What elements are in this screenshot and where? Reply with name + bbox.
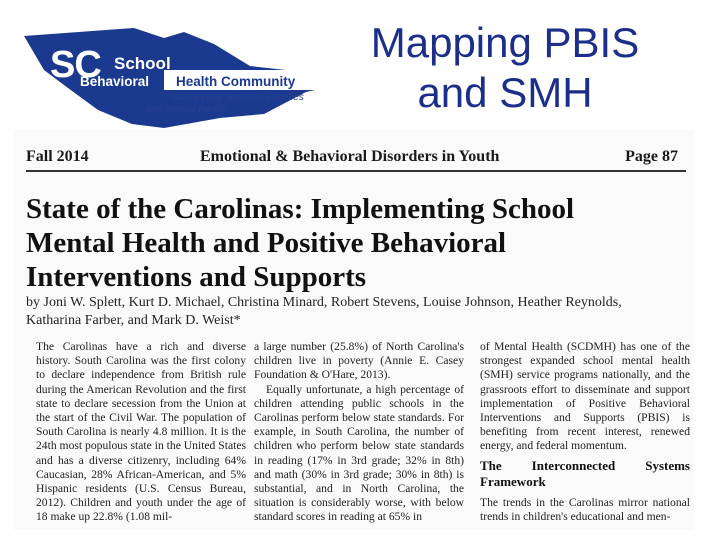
header-issue: Fall 2014 bbox=[26, 148, 89, 165]
logo-tagline-1: Connecting Schools, Families bbox=[172, 92, 304, 103]
section-subheading: The Interconnected Systems Framework bbox=[480, 457, 690, 489]
sc-school-behavioral-health-logo bbox=[14, 14, 334, 132]
body-column-3 bbox=[480, 340, 690, 524]
article-title: State of the Carolinas: Implementing School Mental Health and Positive Behavioral Interventions and Supports bbox=[26, 193, 575, 293]
col3-paragraph-1: of Mental Health (SCDMH) has one of the strongest expanded school mental health (SMH) service programs nationally, and the grassroots effort to disseminate and support implementation of Positive Behavioral Interventions and Supports (PBIS) is benefiting from recent interest, renewed energy, and federal momentum. bbox=[480, 340, 690, 453]
header-page-number: Page 87 bbox=[625, 148, 678, 165]
col1-paragraph: The Carolinas have a rich and diverse history. South Carolina was the first colony to declare independence from British rule during the American Revolution and the first state to declare secession from the Union at the start of the Civil War. The population of South Carolina is nearly 4.8 million. It is the 24th most populous state in the United States and has a diverse citizenry, including 64% Caucasian, 28% African-American, and 5% Hispanic residents (U.S. Census Bureau, 2012). Children and youth under the age of 18 make up 22.8% (1.08 mil- bbox=[36, 340, 246, 524]
header-rule bbox=[26, 170, 686, 172]
header-journal-section: Emotional & Behavioral Disorders in Youth bbox=[200, 148, 500, 165]
slide-title-line-1: Mapping PBIS bbox=[370, 19, 640, 66]
col3-paragraph-2: The trends in the Carolinas mirror national trends in children's educational and men- bbox=[480, 495, 690, 523]
logo-health-community-text: Health Community bbox=[176, 74, 296, 89]
col2-paragraph-2: Equally unfortunate, a high percentage of children attending public schools in the Carolinas perform below state standards. For example, in South Carolina, the number of children who perform below state standards in reading (17% in 3rd grade; 32% in 8th) and math (30% in 3rd grade; 30% in 8th) is substantial, and in North Carolina, the situation is considerably worse, with below standard scores in reading at 65% in bbox=[254, 382, 464, 524]
logo-tagline-2: and Mental Health bbox=[146, 104, 228, 115]
page-header bbox=[26, 148, 686, 168]
body-column-2 bbox=[254, 340, 464, 525]
body-column-1 bbox=[36, 340, 246, 525]
slide-title-line-2: and SMH bbox=[417, 69, 593, 116]
logo-school-text: School bbox=[114, 54, 171, 73]
logo-behavioral-text: Behavioral bbox=[80, 74, 150, 89]
article-authors: by Joni W. Splett, Kurt D. Michael, Christina Minard, Robert Stevens, Louise Johnson, Heather Reynolds, Katharina Farber, and Mark D. Weist* bbox=[26, 295, 622, 328]
col2-paragraph-1: a large number (25.8%) of North Carolina's children live in poverty (Annie E. Casey Foundation & O'Hare, 2013). bbox=[254, 340, 464, 382]
logo-sc-text: SC bbox=[50, 44, 101, 86]
slide-title bbox=[340, 18, 670, 118]
scanned-article-page bbox=[14, 130, 694, 530]
